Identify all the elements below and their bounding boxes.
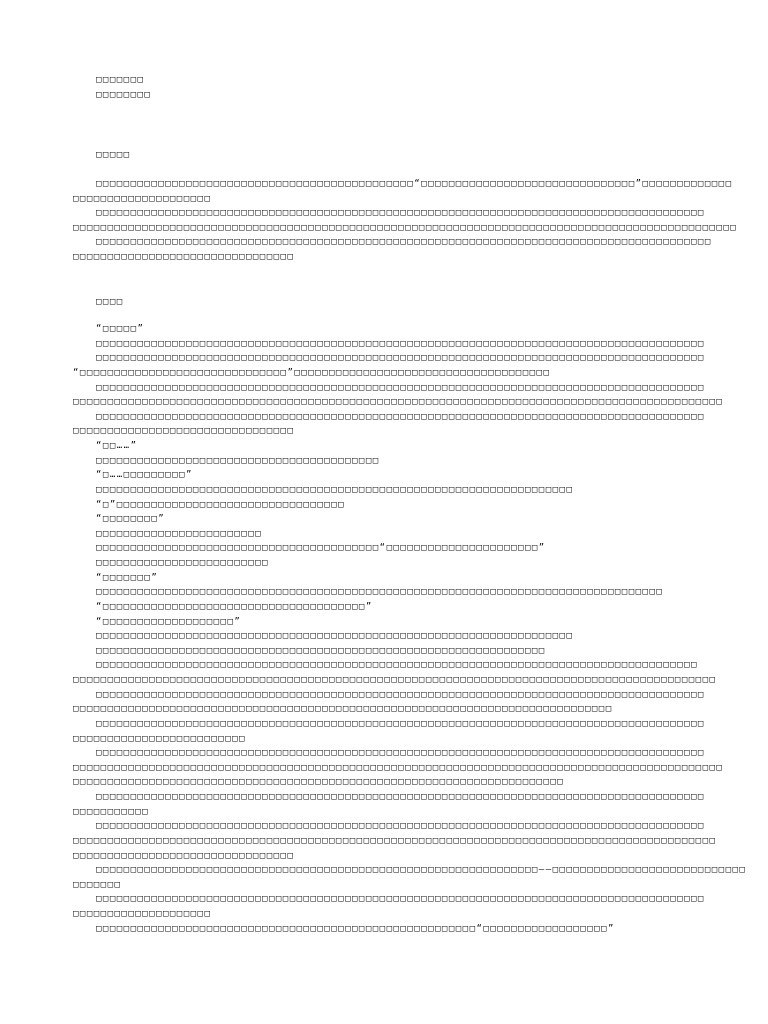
body-line: □□□□□□□□□□□□□□□□□□□□□□□□□□□□□□□□□□□□□□□□□□□□□□□□□□□□□□□□□□□□□□□□□□□□□□□□□□□□□□□□□□□□□□□□ xyxy=(96,748,705,758)
body-line: □□□□□□□□□□□□□□□□□□□□□□□□□□□□□□□□□□□□□□□□□□□□□□□□□□□□□□□□□□□□□□□□□□□□□□□□□□□□□□□□□□□□□□□ xyxy=(96,660,698,670)
body-line: □□□□□□□□□□□□□□□□□□□□□□□□□□□□□□□□□□□□□□□□□□□□□□□□□□□□□□□□□□□□□□□□□□□□□□□□□□□□□□□□□□□□□□□□□□□□□□□□ xyxy=(73,223,738,233)
body-line: “□”□□□□□□□□□□□□□□□□□□□□□□□□□□□□□□□□□ xyxy=(96,500,346,510)
body-line: □□□□□□□□□□□□□□□□□□□□□□□□□□□□□□□□□□□□□□□□□□□□□□□□□□□□□□□□□□□□□□□□□ xyxy=(96,646,546,656)
body-line: □□□□□□□□□□□□□□□□□□□□□□□□□□□□□□□□□□□□□□□□□□□□□□“□□□□□□□□□□□□□□□□□□□□□□□□□□□□□□□”□□□□□□□□□□□□□ xyxy=(96,179,733,189)
body-line: □□□□□□□□□□□□□□□□□□□□□□□□□□□□□□□□□□□□□□□□□□□□□□□□□□□□□□□□□□□□□□□□□□□□□□□□□□□□□□ xyxy=(73,704,613,714)
body-line: □□□□□□□□□□□□□□□□□□□□□□□□□ xyxy=(73,734,246,744)
body-line: □□□□□□□□□□□□□□□□□□□□□□□□□□□□□□□□□□□□□□□□□□□□□□□□□□□□□□□□□□□□□□□□——□□□□□□□□□□□□□□□□□□□□□□□□□□□□ xyxy=(96,865,747,875)
body-line: “□□□□□□□” xyxy=(96,573,159,583)
body-line: □□□□□□□□□□□□□□□□□□□□ xyxy=(73,194,212,204)
body-line: □□□□□□□□□□□□□□□□□□□□□□□□□□□□□□□□□□□□□□□□□□□□□□□□□□□□□□□□□□□□□□□□□□□□□□□□□□□□□□□□□□□□□□□□ xyxy=(96,792,705,802)
body-line: □□□□□□□□□□□□□□□□□□□□□□□□□□□□□□□□□□□□□□□□□□□□□□□□□□□□□□□□□□□□□□□□□□□□□□□□□□□□□□□□□□□□□□□□ xyxy=(96,383,705,393)
body-line: “□□□□□□□□□□□□□□□□□□□” xyxy=(96,617,242,627)
body-line: “□□□□□□□□” xyxy=(96,514,166,524)
header-line-2: □□□□□□□□ xyxy=(96,90,152,100)
body-line: “□□□□□” xyxy=(96,324,145,334)
body-line: □□□□□□□□□□□□□□□□□□□□□□□□□□□□□□□□□□□□□□□□□□□□□□□□□□□□□□□□□□□□□□□□□□□□□ xyxy=(96,485,574,495)
body-line: “□……□□□□□□□□□” xyxy=(96,470,193,480)
body-line: □□□□□□□□□□□□□□□□□□□□ xyxy=(73,909,212,919)
body-line: □□□□□□□□□□□□□□□□□□□□□□□□□□□□□□□□□□□□□□□□□“□□□□□□□□□□□□□□□□□□□□□□” xyxy=(96,543,546,553)
body-line: □□□□□□□□□□□□□□□□□□□□□□□□□□□□□□□□ xyxy=(73,426,295,436)
body-line: □□□□□□□□□□□□□□□□□□□□□□□□□□□□□□□□□□□□□□□□□□□□□□□□□□□□□□□□□□□□□□□□□□□□□□□□□□□□□□□□□□□□□□□□ xyxy=(96,339,705,349)
body-line: □□□□□□□□□□□□□□□□□□□□□□□□□□□□□□□□ xyxy=(73,252,295,262)
body-line: □□□□□□□□□□□ xyxy=(73,807,150,817)
body-line: □□□□□□□□□□□□□□□□□□□□□□□□□□□□□□□□□□□□□□□□□□□□□□□□□□□□□□□□□□□□□□□□□□□□□□□□□□□□□□□□□□□□□□□□□□□□□□ xyxy=(73,397,724,407)
body-line: □□□□□□□□□□□□□□□□□□□□□□□□□□□□□□□□□□□□□□□□□□□□□□□□□□□□□□□□□□□□□□□□□□□□□□□□□□□□□□□□□□□□□□□□ xyxy=(96,894,705,904)
body-line: □□□□□□□□□□□□□□□□□□□□□□□□□□□□□□□□□□□□□□□□□□□□□□□□□□□□□□□□□□□□□□□□□□□□□□□□□□□□□□□□□□□□□□□□ xyxy=(96,821,705,831)
body-line: □□□□□□□□□□□□□□□□□□□□□□□□□□□□□□□□□□□□□□□□□□□□□□□□□□□□□□□□□□□□□□□□□□□□□□□□□□□□□□□□□□□□□□□□□ xyxy=(96,237,712,247)
body-line: □□□□□□□□□□□□□□□□□□□□□□□□□ xyxy=(96,558,269,568)
body-line: □□□□□□□□□□□□□□□□□□□□□□□□□□□□□□□□□□□□□□□□□□□□□□□□□□□□□□□□□□□□□□□□□□□□□□□□□□□□□□□□□□□□□□□□□□□□□ xyxy=(73,675,717,685)
body-line: □□□□□□□□□□□□□□□□□□□□□□□□ xyxy=(96,529,263,539)
body-line: “□□□□□□□□□□□□□□□□□□□□□□□□□□□□□□”□□□□□□□□□□□□□□□□□□□□□□□□□□□□□□□□□□□□□ xyxy=(73,368,551,378)
header-line-1: □□□□□□□ xyxy=(96,75,145,85)
body-line: □□□□□□□□□□□□□□□□□□□□□□□□□□□□□□□□□□□□□□□□□□□□□□□□□□□□□□□□□□□□□□□□□□□□□□□□□□□□□□□□□□□□□□□□ xyxy=(96,353,705,363)
body-line: □□□□□□□□□□□□□□□□□□□□□□□□□□□□□□□□□□□□□□□□□□□□□□□□□□□□□□□□□□□□□□□□□□□□□□□□□□□□□□□□□□□□□□□□□□□□□ xyxy=(73,836,717,846)
body-line: □□□□□□□□□□□□□□□□□□□□□□□□□□□□□□□□□□□□□□□□□□□□□□□□□□□□□□□“□□□□□□□□□□□□□□□□□□” xyxy=(96,924,615,934)
body-line: □□□□□□□□□□□□□□□□□□□□□□□□□□□□□□□□□□□□□□□□□□□□□□□□□□□□□□□□□□□□□□□□□□□□□□□□□□□□□□□□□□□□□□□□ xyxy=(96,208,705,218)
body-line: □□□□□□□□□□□□□□□□□□□□□□□□□□□□□□□□ xyxy=(73,851,295,861)
body-line: □□□□□□□□□□□□□□□□□□□□□□□□□□□□□□□□□□□□□□□□□□□□□□□□□□□□□□□□□□□□□□□□□□□□□□□ xyxy=(73,777,565,787)
body-line: □□□□□□□□□□□□□□□□□□□□□□□□□□□□□□□□□□□□□□□□□□□□□□□□□□□□□□□□□□□□□□□□□□□□□□□□□□□□□□□□□□□□□□□□ xyxy=(96,412,705,422)
body-line: “□□……” xyxy=(96,441,138,451)
body-line: “□□□□□□□□□□□□□□□□□□□□□□□□□□□□□□□□□□□□□□” xyxy=(96,602,373,612)
body-line: □□□□□□□ xyxy=(73,880,122,890)
body-line: □□□□□□□□□□□□□□□□□□□□□□□□□□□□□□□□□□□□□□□□□□□□□□□□□□□□□□□□□□□□□□□□□□□□□□□□□□□□□□□□□□□□□□□□ xyxy=(96,719,705,729)
body-line: □□□□□□□□□□□□□□□□□□□□□□□□□□□□□□□□□□□□□□□□□□□□□□□□□□□□□□□□□□□□□□□□□□□□□□□□□□□□□□□□□□□□□□□□ xyxy=(96,690,705,700)
section-heading: □□□□ xyxy=(96,297,124,307)
section-heading: □□□□□ xyxy=(96,150,131,160)
body-line: □□□□□□□□□□□□□□□□□□□□□□□□□□□□□□□□□□□□□□□□□□□□□□□□□□□□□□□□□□□□□□□□□□□□□□□□□□□□□□□□□□□□□□□□□□□□□□ xyxy=(73,763,724,773)
body-line: □□□□□□□□□□□□□□□□□□□□□□□□□□□□□□□□□□□□□□□□□□□□□□□□□□□□□□□□□□□□□□□□□□□□□□□□□□□□□□□□□□ xyxy=(96,587,664,597)
body-line: □□□□□□□□□□□□□□□□□□□□□□□□□□□□□□□□□□□□□□□□□ xyxy=(96,456,380,466)
body-line: □□□□□□□□□□□□□□□□□□□□□□□□□□□□□□□□□□□□□□□□□□□□□□□□□□□□□□□□□□□□□□□□□□□□□ xyxy=(96,631,574,641)
